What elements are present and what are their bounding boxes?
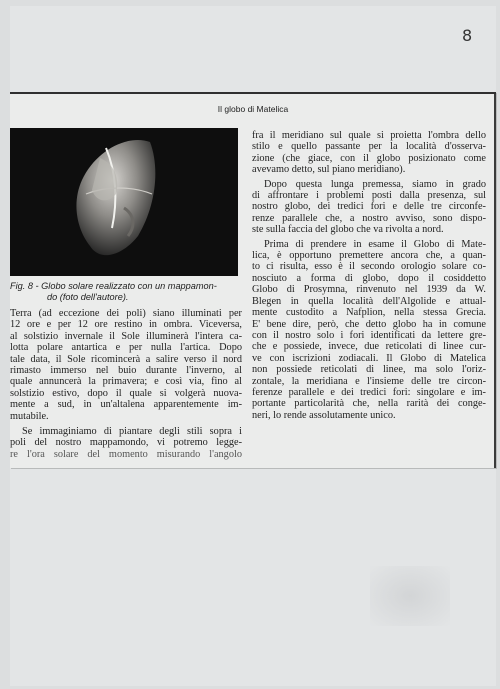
text-line: mutabile. <box>10 410 49 422</box>
text-line: Terra (ad eccezione dei poli) siano illuminati per <box>10 308 242 319</box>
text-line: Dopo questa lunga premessa, siamo in grado <box>264 178 486 190</box>
text-line: ste sulla faccia del globo che va rivolta a nord. <box>252 224 444 236</box>
text-line: ve con iscrizioni zodiacali. Il Globo di Matelica <box>252 352 486 364</box>
text-line: non possiede reticolati di linee, ma solo l'oriz- <box>252 364 486 376</box>
text-line: Prima di prendere in esame il Globo di Mate- <box>264 238 486 250</box>
globe-icon <box>10 128 238 276</box>
text-line: stilo e quello passante per la località d'osserva- <box>252 141 486 153</box>
page-number: 8 <box>462 26 473 45</box>
text-line: neri, lo rende assolutamente unico. <box>252 409 396 421</box>
text-line: E' bene dire, però, che detto globo ha in comune <box>252 318 486 330</box>
text-line: fra il meridiano sul quale si proietta l'ombra dello <box>252 130 486 141</box>
text-line: renze parallele che, a nostro avviso, sono dispo- <box>252 212 486 224</box>
text-line: ferenze parallele e dei tredici fori: singolare e im- <box>252 386 486 398</box>
text-line: quale annuncerà la primavera; e così via, fino al <box>10 376 242 388</box>
text-line: portante particolarità che, nella rarità dei conge- <box>252 398 486 410</box>
text-line: che e possiede, invece, due reticolati di linee cur- <box>252 341 486 353</box>
text-line: to ci risulta, esso è il secondo orologio solare co- <box>252 261 486 273</box>
text-line: lica, è opportuno premettere ancora che, a quan- <box>252 250 486 262</box>
text-line: Se immaginiamo di piantare degli stili sopra i <box>22 426 242 438</box>
text-line: nostro globo, dei tredici fori e delle tre circonfe- <box>252 201 486 213</box>
text-line: tale data, il Sole ricomincerà a salire verso il nord <box>10 353 242 365</box>
text-line: nosciuto a forma di globo, dopo il cosiddetto <box>252 272 486 284</box>
running-head: Il globo di Matelica <box>217 104 289 114</box>
right-column <box>252 130 486 421</box>
text-line: mente custodito a Nafplion, nella stessa Grecia. <box>252 307 486 319</box>
left-column <box>10 308 242 460</box>
text-line: di affrontare i problemi posti dalla presenza, sul <box>252 190 486 202</box>
text-line: rimasto immerso nel buio durante l'inverno, al <box>10 365 242 377</box>
caption-line: do (foto dell'autore). <box>47 292 129 302</box>
text-line: mente a sud, in un'altalena apparentemente im- <box>10 399 242 411</box>
text-line: Blegen in quella località dell'Algolide e attual- <box>252 295 486 307</box>
text-line: 12 ore e per 12 ore restino in ombra. Viceversa, <box>10 319 242 331</box>
text-line: con il nostro solo i fori identificati da lettere gre- <box>252 329 486 341</box>
text-line: al solstizio invernale il Sole illuminerà l'intera ca- <box>10 330 242 342</box>
caption-line: Fig. 8 - Globo solare realizzato con un mappamon- <box>10 281 217 291</box>
text-line: lotta polare antartica e per nulla l'artica. Dopo <box>10 342 242 354</box>
text-line: zontale, la meridiana e l'insieme delle tre circon- <box>252 375 486 387</box>
text-line: zione (che giace, con il globo posizionato come <box>252 152 486 164</box>
article-clipping <box>10 92 496 468</box>
text-line: avevamo detto, sul piano meridiano). <box>252 164 406 176</box>
text-line: solstizio estivo, dopo il quale si volgerà nuova- <box>10 387 242 399</box>
text-line: poli del nostro mappamondo, vi potremo legge- <box>10 437 242 449</box>
text-line: re l'ora solare del momento misurando l'angolo <box>10 448 242 460</box>
globe-photo <box>10 128 238 276</box>
scan-smudge <box>370 566 450 626</box>
text-line: Globo di Prosymna, rinvenuto nel 1939 da W. <box>252 284 486 296</box>
figure-caption <box>10 281 242 303</box>
scanned-page <box>10 6 496 686</box>
